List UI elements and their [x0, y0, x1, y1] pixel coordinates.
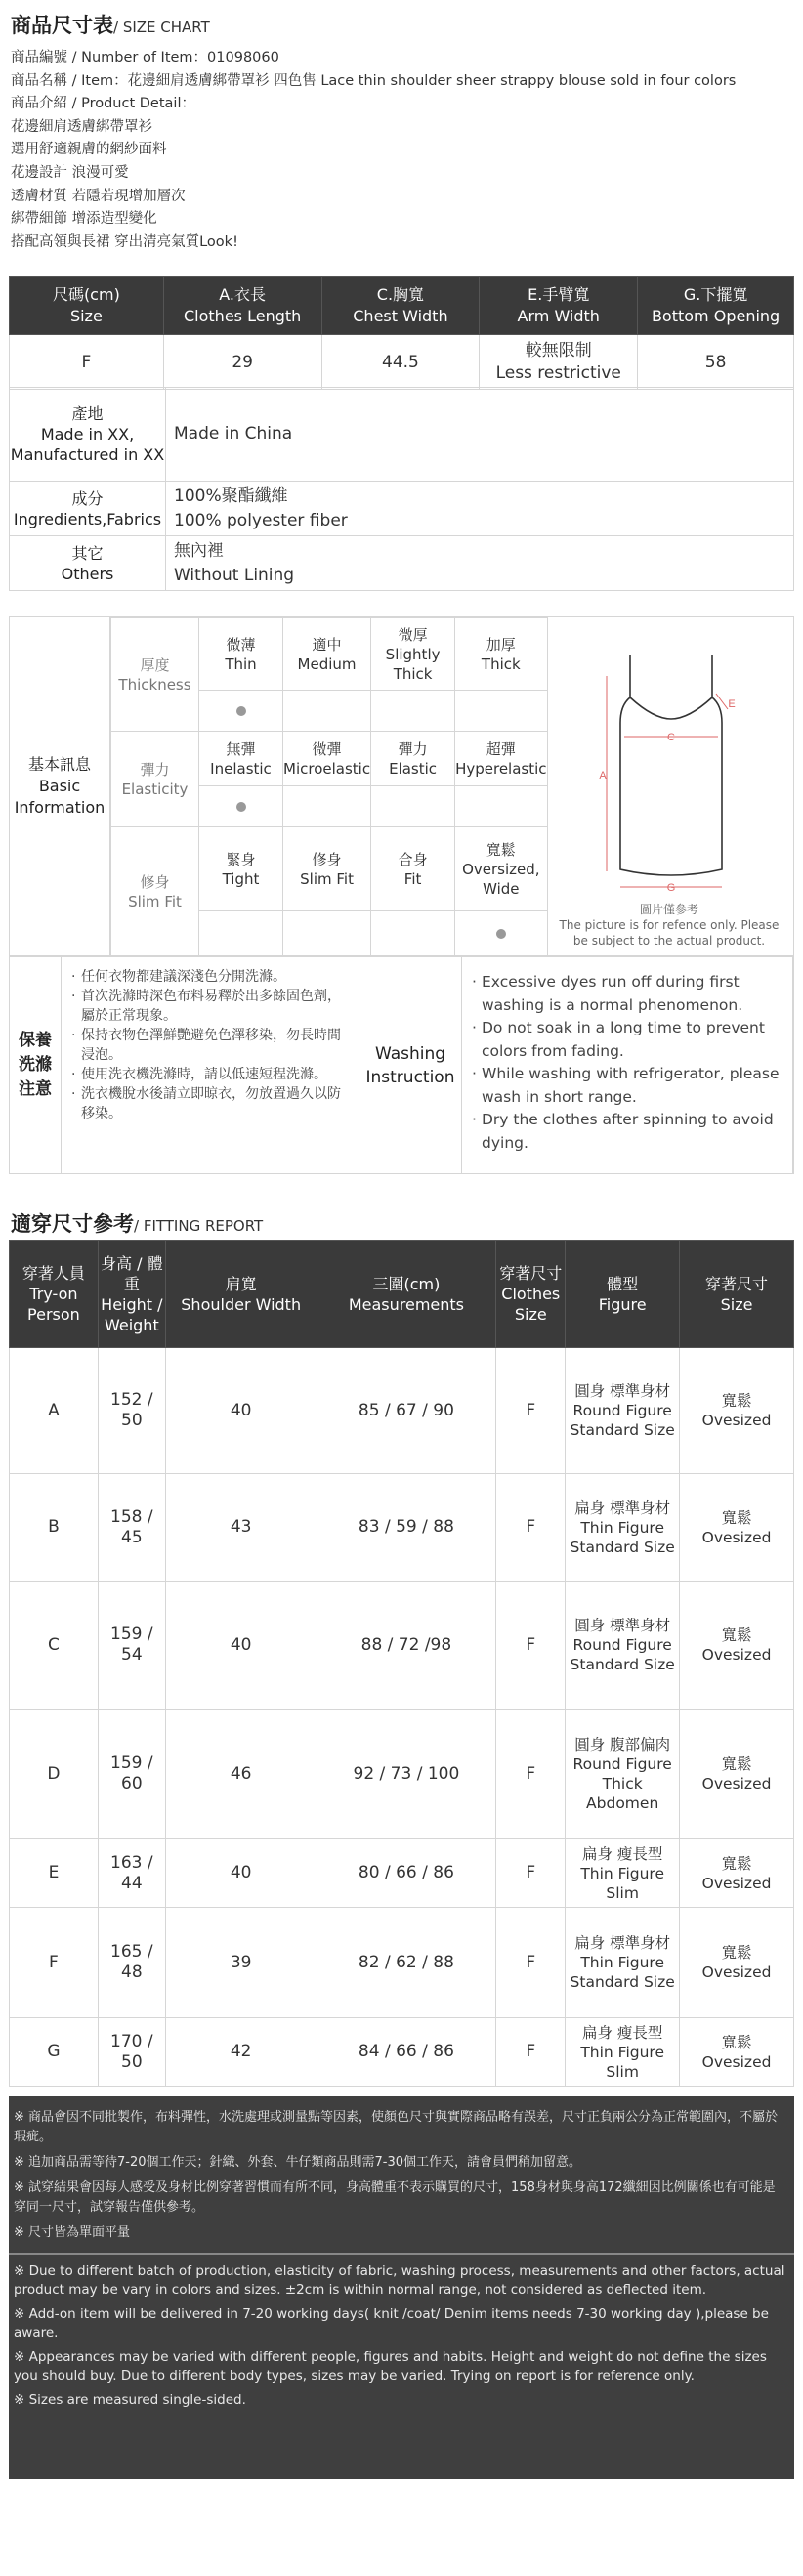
- clothes-size-cell: F: [496, 1582, 566, 1710]
- info-line: 綁帶細節 增添造型變化: [11, 211, 157, 228]
- shoulder-cell: 43: [165, 1474, 317, 1582]
- fitting-table: [9, 1240, 794, 2087]
- chest-cell: 44.5: [321, 335, 480, 390]
- garment-diagram: [552, 637, 786, 950]
- person-cell: B: [10, 1474, 99, 1582]
- person-cell: A: [10, 1348, 99, 1474]
- option-label: 彈力 Elastic: [371, 732, 455, 786]
- option-label: 超彈 Hyperelastic: [455, 732, 547, 786]
- table-row: [10, 388, 794, 482]
- notice-zh: [14, 2108, 785, 2249]
- thickness-marker: [199, 691, 283, 732]
- size-header: 尺碼(cm) Size: [10, 277, 164, 335]
- materials-table: [9, 387, 794, 591]
- fit-marker: [283, 911, 371, 956]
- person-cell: C: [10, 1582, 99, 1710]
- fit-size-header: 穿著尺寸 Size: [680, 1241, 794, 1348]
- list-item: · 任何衣物都建議深淺色分開洗滌。: [71, 967, 353, 987]
- figure-header: 體型 Figure: [566, 1241, 680, 1348]
- washing-label-zh: 保養洗滌注意: [10, 957, 62, 1173]
- clothes-size-cell: F: [496, 1908, 566, 2018]
- fit-marker: [455, 911, 547, 956]
- letter-a: A: [599, 770, 607, 781]
- height-weight-cell: 159 / 54: [98, 1582, 165, 1710]
- person-cell: F: [10, 1908, 99, 2018]
- fit-cell: 寬鬆 Ovesized: [680, 1474, 794, 1582]
- option-label: 無彈 Inelastic: [199, 732, 283, 786]
- size-table: [9, 276, 794, 390]
- option-label: 適中 Medium: [283, 618, 371, 691]
- list-item: · Dry the clothes after spinning to avoid dying.: [472, 1109, 784, 1155]
- height-weight-cell: 163 / 44: [98, 1839, 165, 1908]
- notice-box: [9, 2096, 794, 2479]
- info-line: 花邊設計 浪漫可愛: [11, 164, 129, 181]
- product-info: [11, 47, 736, 254]
- length-header: A.衣長 Clothes Length: [163, 277, 321, 335]
- notice-line: ※ 尺寸皆為單面平量: [14, 2225, 131, 2240]
- table-row: [10, 1348, 794, 1474]
- size-chart-title-en: / SIZE CHART: [113, 19, 210, 36]
- option-label: 合身 Fit: [371, 827, 455, 911]
- notice-en: [14, 2262, 790, 2416]
- shoulder-header: 肩寬 Shoulder Width: [165, 1241, 317, 1348]
- fit-cell: 寬鬆 Ovesized: [680, 1908, 794, 2018]
- chest-header: C.胸寬 Chest Width: [321, 277, 480, 335]
- selected-dot-icon: [496, 929, 506, 939]
- option-label: 加厚 Thick: [455, 618, 547, 691]
- figure-cell: 扁身 標準身材 Thin Figure Standard Size: [566, 1908, 680, 2018]
- table-row: [10, 1710, 794, 1839]
- elasticity-marker: [455, 786, 547, 827]
- arm-header: E.手臂寬 Arm Width: [480, 277, 638, 335]
- arm-cell: 較無限制 Less restrictive: [480, 335, 638, 390]
- washing-list-zh: [62, 957, 359, 1173]
- elasticity-label: 彈力 Elasticity: [111, 732, 199, 827]
- fitting-title: [11, 1208, 263, 1238]
- table-row: [10, 536, 794, 591]
- notice-line: ※ Sizes are measured single-sided.: [14, 2392, 246, 2408]
- fabric-label: 成分 Ingredients,Fabrics: [10, 482, 166, 536]
- basic-info-box: [9, 616, 794, 956]
- letter-g: G: [666, 882, 676, 894]
- info-line: 透膚材質 若隱若現增加層次: [11, 188, 186, 204]
- thickness-label: 厚度 Thickness: [111, 618, 199, 732]
- person-header: 穿著人員 Try-on Person: [10, 1241, 99, 1348]
- measurements-cell: 88 / 72 /98: [317, 1582, 496, 1710]
- list-item: · Excessive dyes run off during first washing is a normal phenomenon.: [472, 971, 784, 1017]
- fit-cell: 寬鬆 Ovesized: [680, 1710, 794, 1839]
- shoulder-cell: 40: [165, 1839, 317, 1908]
- list-item: · 首次洗滌時深色布料易釋於出多餘固色劑，屬於正常現象。: [71, 987, 353, 1026]
- bottom-header: G.下擺寬 Bottom Opening: [638, 277, 794, 335]
- clothes-size-cell: F: [496, 1710, 566, 1839]
- fit-cell: 寬鬆 Ovesized: [680, 1582, 794, 1710]
- thickness-marker: [455, 691, 547, 732]
- shoulder-cell: 46: [165, 1710, 317, 1839]
- length-cell: 29: [163, 335, 321, 390]
- person-cell: D: [10, 1710, 99, 1839]
- elasticity-marker: [371, 786, 455, 827]
- elasticity-marker: [283, 786, 371, 827]
- size-cell: F: [10, 335, 164, 390]
- height-weight-cell: 170 / 50: [98, 2018, 165, 2087]
- table-row: [10, 2018, 794, 2087]
- height-weight-cell: 158 / 45: [98, 1474, 165, 1582]
- notice-line: ※ 追加商品需等待7-20個工作天；針織、外套、牛仔類商品則需7-30個工作天，請會員們稍加留意。: [14, 2155, 582, 2170]
- info-line: 商品名稱 / Item：花邊細肩透膚綁帶罩衫 四色售 Lace thin shoulder sheer strappy blouse sold in four colors: [11, 72, 737, 89]
- fit-label: 修身 Slim Fit: [111, 827, 199, 956]
- shoulder-cell: 40: [165, 1582, 317, 1710]
- thickness-marker: [371, 691, 455, 732]
- measurements-cell: 83 / 59 / 88: [317, 1474, 496, 1582]
- clothes-size-cell: F: [496, 1474, 566, 1582]
- fit-cell: 寬鬆 Ovesized: [680, 1348, 794, 1474]
- list-item: · 洗衣機脫水後請立即晾衣，勿放置過久以防移染。: [71, 1084, 353, 1123]
- fit-marker: [199, 911, 283, 956]
- selected-dot-icon: [236, 706, 246, 716]
- fitting-title-zh: 適穿尺寸參考: [11, 1212, 134, 1236]
- info-line: 選用舒適親膚的網紗面料: [11, 142, 167, 158]
- list-item: · Do not soak in a long time to prevent colors from fading.: [472, 1017, 784, 1063]
- figure-cell: 圓身 標準身材 Round Figure Standard Size: [566, 1582, 680, 1710]
- basic-info-label: 基本訊息 Basic Information: [10, 617, 110, 955]
- option-label: 修身 Slim Fit: [283, 827, 371, 911]
- height-weight-cell: 159 / 60: [98, 1710, 165, 1839]
- option-label: 緊身 Tight: [199, 827, 283, 911]
- option-label: 寬鬆 Oversized, Wide: [455, 827, 547, 911]
- washing-box: [9, 956, 794, 1174]
- list-item: · While washing with refrigerator, please wash in short range.: [472, 1063, 784, 1109]
- shoulder-cell: 40: [165, 1348, 317, 1474]
- info-line: 花邊細肩透膚綁帶罩衫: [11, 118, 152, 135]
- selected-dot-icon: [236, 802, 246, 812]
- measurements-header: 三圍(cm) Measurements: [317, 1241, 496, 1348]
- list-item: · 使用洗衣機洗滌時，請以低速短程洗滌。: [71, 1065, 353, 1084]
- table-row: [10, 335, 794, 390]
- option-label: 微彈 Microelastic: [283, 732, 371, 786]
- option-label: 微薄 Thin: [199, 618, 283, 691]
- letter-c: C: [667, 732, 675, 743]
- notice-divider: [9, 2253, 794, 2255]
- notice-line: ※ 試穿結果會因每人感受及身材比例穿著習慣而有所不同，身高體重不表示購買的尺寸，158身材與身高172纖細因比例關係也有可能是穿同一尺寸，試穿報告僅供參考。: [14, 2180, 776, 2215]
- shoulder-cell: 39: [165, 1908, 317, 2018]
- shoulder-cell: 42: [165, 2018, 317, 2087]
- others-value: 無內裡 Without Lining: [166, 536, 794, 591]
- measurements-cell: 80 / 66 / 86: [317, 1839, 496, 1908]
- option-label: 微厚 Slightly Thick: [371, 618, 455, 691]
- height-weight-cell: 152 / 50: [98, 1348, 165, 1474]
- measurements-cell: 82 / 62 / 88: [317, 1908, 496, 2018]
- size-chart-title-zh: 商品尺寸表: [11, 14, 113, 37]
- info-line: 商品編號 / Number of Item：01098060: [11, 50, 279, 65]
- washing-list-en: [462, 957, 793, 1173]
- fit-marker: [371, 911, 455, 956]
- clothes-size-cell: F: [496, 1839, 566, 1908]
- fit-cell: 寬鬆 Ovesized: [680, 1839, 794, 1908]
- table-row: [10, 482, 794, 536]
- notice-line: ※ Due to different batch of production, elasticity of fabric, washing process, measurements and other factors, actual product may be vary in colors and sizes. ±2cm is within normal range, not considered as deflected item.: [14, 2263, 785, 2298]
- person-cell: G: [10, 2018, 99, 2087]
- notice-line: ※ Appearances may be varied with different people, figures and habits. Height and weight do not define the sizes you should buy. Due to different body types, sizes may be varied. Trying on report is for reference only.: [14, 2349, 767, 2384]
- thickness-marker: [283, 691, 371, 732]
- figure-cell: 扁身 瘦長型 Thin Figure Slim: [566, 2018, 680, 2087]
- figure-cell: 扁身 標準身材 Thin Figure Standard Size: [566, 1474, 680, 1582]
- figure-cell: 圓身 腹部偏肉 Round Figure Thick Abdomen: [566, 1710, 680, 1839]
- washing-label-en: Washing Instruction: [359, 957, 462, 1173]
- fabric-value: 100%聚酯纖維 100% polyester fiber: [166, 482, 794, 536]
- elasticity-marker: [199, 786, 283, 827]
- clothes-size-cell: F: [496, 2018, 566, 2087]
- clothes-size-cell: F: [496, 1348, 566, 1474]
- list-item: · 保持衣物色澤鮮艷避免色澤移染，勿長時間浸泡。: [71, 1026, 353, 1065]
- bottom-cell: 58: [638, 335, 794, 390]
- letter-e: E: [728, 698, 736, 710]
- fit-cell: 寬鬆 Ovesized: [680, 2018, 794, 2087]
- size-chart-title: [11, 10, 210, 39]
- height-weight-cell: 165 / 48: [98, 1908, 165, 2018]
- notice-line: ※ 商品會因不同批製作，布料彈性，水洗處理或測量點等因素，使顏色尺寸與實際商品略有誤差，尺寸正負兩公分為正常範圍內，不屬於瑕疵。: [14, 2110, 779, 2144]
- figure-note: 圖片僅參考 The picture is for refence only. Please be subject to the actual product.: [559, 903, 780, 948]
- others-label: 其它 Others: [10, 536, 166, 591]
- figure-cell: 圓身 標準身材 Round Figure Standard Size: [566, 1348, 680, 1474]
- measurements-cell: 85 / 67 / 90: [317, 1348, 496, 1474]
- measurements-cell: 84 / 66 / 86: [317, 2018, 496, 2087]
- notice-line: ※ Add-on item will be delivered in 7-20 working days( knit /coat/ Denim items needs 7-30 working day ),please be aware.: [14, 2306, 769, 2341]
- table-row: [10, 1908, 794, 2018]
- table-row: [10, 1839, 794, 1908]
- person-cell: E: [10, 1839, 99, 1908]
- table-row: [10, 1474, 794, 1582]
- origin-value: Made in China: [166, 388, 794, 482]
- info-line: 搭配高領與長裙 穿出清亮氣質Look!: [11, 233, 238, 250]
- origin-label: 產地 Made in XX, Manufactured in XX: [10, 388, 166, 482]
- attribute-grid: [110, 617, 548, 956]
- info-line: 商品介紹 / Product Detail：: [11, 96, 195, 112]
- table-row: [10, 1582, 794, 1710]
- fitting-title-en: / FITTING REPORT: [134, 1217, 264, 1235]
- tank-top-icon: [552, 637, 786, 901]
- height-weight-header: 身高 / 體重 Height / Weight: [98, 1241, 165, 1348]
- figure-cell: 扁身 瘦長型 Thin Figure Slim: [566, 1839, 680, 1908]
- measurements-cell: 92 / 73 / 100: [317, 1710, 496, 1839]
- clothes-size-header: 穿著尺寸 Clothes Size: [496, 1241, 566, 1348]
